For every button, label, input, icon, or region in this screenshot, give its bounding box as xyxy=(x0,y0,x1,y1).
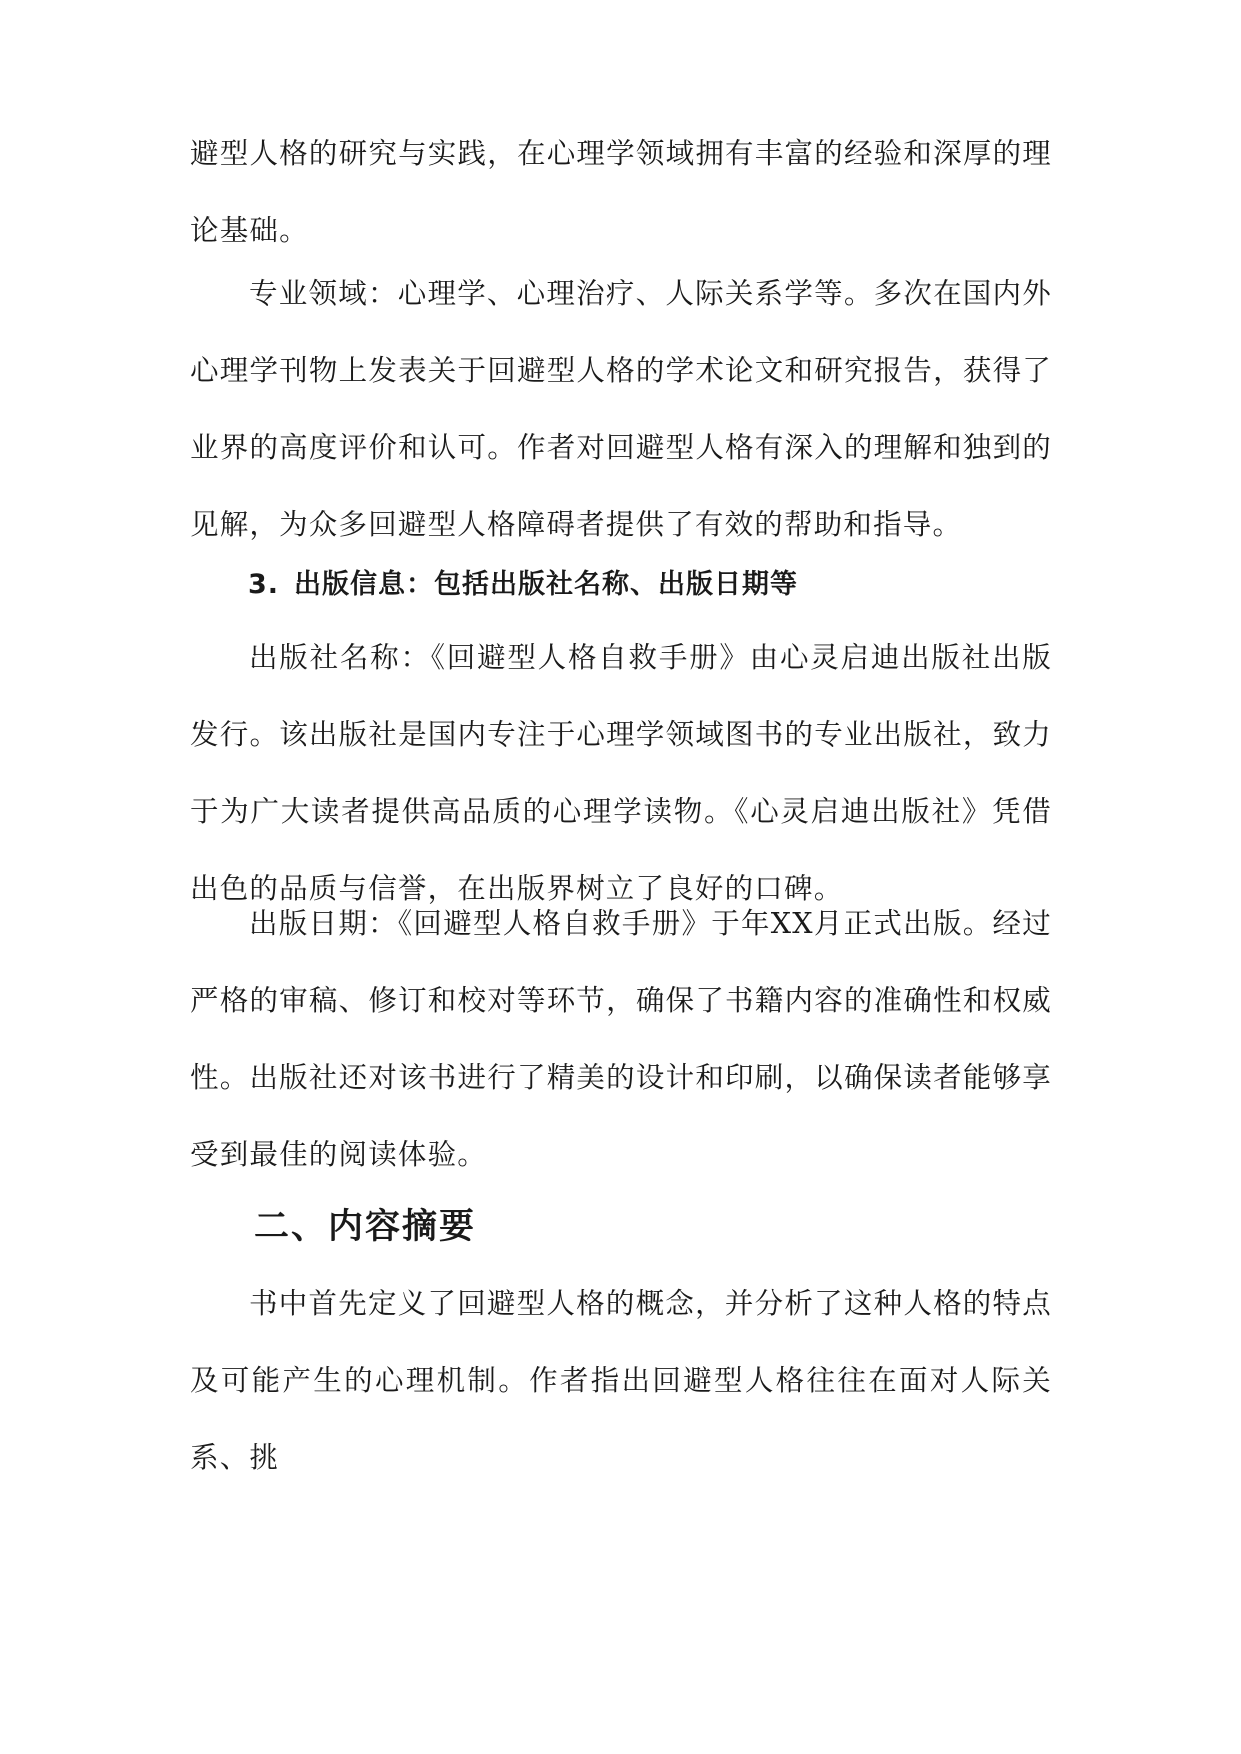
paragraph-publisher-name: 出版社名称：《回避型人格自救手册》由心灵启迪出版社出版发行。该出版社是国内专注于心理学领域图书的专业出版社，致力于为广大读者提供高品质的心理学读物。《心灵启迪出版社》凭借出色的品质与信誉，在出版界树立了良好的口碑。 xyxy=(190,641,1052,905)
subheading-publication-info xyxy=(190,565,1110,605)
paragraph-publication-date: 出版日期：《回避型人格自救手册》于年XX月正式出版。经过严格的审稿、修订和校对等环节，确保了书籍内容的准确性和权威性。出版社还对该书进行了精美的设计和印刷，以确保读者能够享受到最佳的阅读体验。 xyxy=(190,907,1052,1171)
paragraph-intro-continuation: 避型人格的研究与实践，在心理学领域拥有丰富的经验和深厚的理论基础。 xyxy=(190,137,1052,247)
subheading-text: 出版信息：包括出版社名称、出版日期等 xyxy=(294,569,798,600)
paragraph-professional-field: 专业领域：心理学、心理治疗、人际关系学等。多次在国内外心理学刊物上发表关于回避型人格的学术论文和研究报告，获得了业界的高度评价和认可。作者对回避型人格有深入的理解和独到的见解，为众多回避型人格障碍者提供了有效的帮助和指导。 xyxy=(190,277,1052,541)
subheading-number: 3. xyxy=(248,569,280,600)
paragraph-content-summary: 书中首先定义了回避型人格的概念，并分析了这种人格的特点及可能产生的心理机制。作者指出回避型人格往往在面对人际关系、挑 xyxy=(190,1287,1052,1474)
section-heading-content-summary: 二、内容摘要 xyxy=(254,1207,477,1247)
